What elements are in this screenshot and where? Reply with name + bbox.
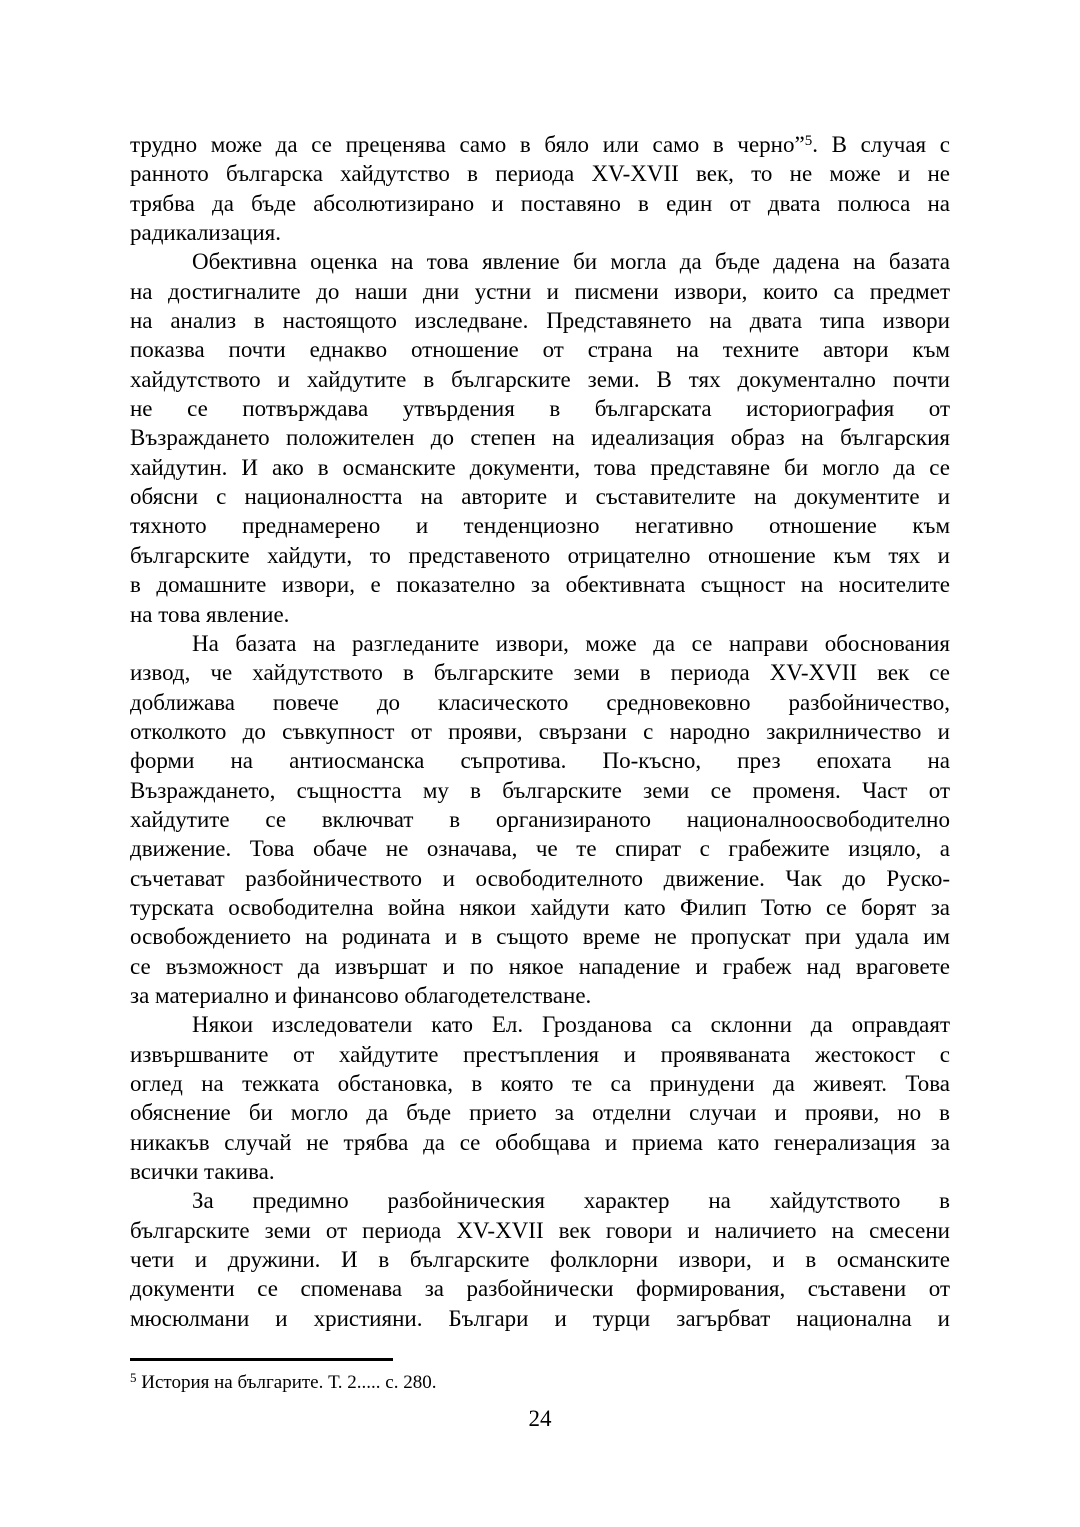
paragraph xyxy=(130,247,950,628)
body-text xyxy=(130,130,950,1333)
text-line: На базата на разгледаните извори, може да се направи обоснования xyxy=(192,630,950,656)
page-number: 24 xyxy=(528,1406,552,1431)
text-line: радикализация. xyxy=(130,220,281,246)
text-line: всички такива. xyxy=(130,1159,275,1185)
text-line: турската освободителна война някои хайдути като Филип Тотю се борят за xyxy=(130,894,950,920)
text-line: извод, че хайдутството в българските земи в периода XV-XVII век се xyxy=(130,660,950,686)
text-line: хайдутин. И ако в османските документи, това представяне би могло да се xyxy=(130,454,950,480)
text-line: тяхното преднамерено и тенденциозно негативно отношение към xyxy=(130,513,950,539)
text-line: освобождението на родината и в същото време не пропускат при удала им xyxy=(130,924,950,950)
text-line: българските хайдути, то представеното отрицателно отношение към тях и xyxy=(130,542,950,568)
text-line: обясни с националността на авторите и съставителите на документите и xyxy=(130,484,950,510)
footnote-separator xyxy=(130,1358,393,1361)
text-line: обяснение би могло да бъде прието за отделни случаи и прояви, но в xyxy=(130,1100,950,1126)
text-line: мюсюлмани и християни. Българи и турци загърбват национална и xyxy=(130,1305,950,1331)
footnote-area xyxy=(130,1358,950,1395)
text-line xyxy=(130,130,950,159)
text-line: на анализ в настоящото изследване. Представянето на двата типа извори xyxy=(130,308,950,334)
paragraph xyxy=(130,629,950,1010)
footnote-body: История на българите. Т. 2..... с. 280. xyxy=(141,1372,437,1393)
text-line: форми на антиосманска съпротива. По-късно, през епохата на xyxy=(130,748,950,774)
text-line: чети и дружини. И в българските фолклорни извори, и в османските xyxy=(130,1247,950,1273)
text-line: документи се споменава за разбойнически формирования, съставени от xyxy=(130,1276,950,1302)
paragraph xyxy=(130,1186,950,1333)
text-line: хайдутите се включват в организираното националноосвободително xyxy=(130,806,950,832)
text-line: съчетават разбойничеството и освободителното движение. Чак до Руско- xyxy=(130,865,950,891)
text-line: на това явление. xyxy=(130,601,290,627)
text-line: никакъв случай не трябва да се обобщава и приема като генерализация за xyxy=(130,1129,950,1155)
text-line: Възраждането, същността му в българските земи се променя. Част от xyxy=(130,777,950,803)
text-line: на достигналите до наши дни устни и писмени извори, които са предмет xyxy=(130,278,950,304)
text-line: извършваните от хайдутите престъпления и проявяваната жестокост с xyxy=(130,1041,950,1067)
text-line: ранното българска хайдутство в периода XV-XVII век, то не може и не xyxy=(130,161,950,187)
text-line: за материално и финансово облагодетелстване. xyxy=(130,982,592,1008)
text-line: За предимно разбойническия характер на хайдутството в xyxy=(192,1188,950,1214)
text-segment: трудно може да се преценява само в бяло или само в черно” xyxy=(130,132,805,157)
text-line: отколкото до съвкупност от прояви, свързани с народно закрилничество и xyxy=(130,718,950,744)
text-line: Обективна оценка на това явление би могла да бъде дадена на базата xyxy=(192,249,950,275)
text-line: движение. Това обаче не означава, че те спират с грабежите изцяло, а xyxy=(130,836,950,862)
text-line: не се потвърждава утвърдения в българската историография от xyxy=(130,396,950,422)
text-segment: . В случая с xyxy=(812,132,950,157)
text-line: българските земи от периода XV-XVII век говори и наличието на смесени xyxy=(130,1217,950,1243)
text-line: трябва да бъде абсолютизирано и поставяно в един от двата полюса на xyxy=(130,190,950,216)
footnote-reference: 5 xyxy=(804,133,813,149)
text-line: Възраждането положителен до степен на идеализация образ на българския xyxy=(130,425,950,451)
text-line: в домашните извори, е показателно за обективната същност на носителите xyxy=(130,572,950,598)
footnote-marker: 5 xyxy=(130,1370,137,1385)
footnote-text xyxy=(130,1371,950,1395)
text-line: се възможност да извършат и по някое нападение и грабеж над враговете xyxy=(130,953,950,979)
text-line: показва почти еднакво отношение от страна на техните автори към xyxy=(130,337,950,363)
text-line: Някои изследователи като Ел. Грозданова са склонни да оправдаят xyxy=(192,1012,950,1038)
text-line: доближава повече до класическото средновековно разбойничество, xyxy=(130,689,950,715)
text-line: оглед на тежката обстановка, в която те са принудени да живеят. Това xyxy=(130,1071,950,1096)
paragraph xyxy=(130,1010,950,1186)
paragraph xyxy=(130,130,950,247)
text-line: хайдутството и хайдутите в българските земи. В тях документално почти xyxy=(130,366,950,392)
